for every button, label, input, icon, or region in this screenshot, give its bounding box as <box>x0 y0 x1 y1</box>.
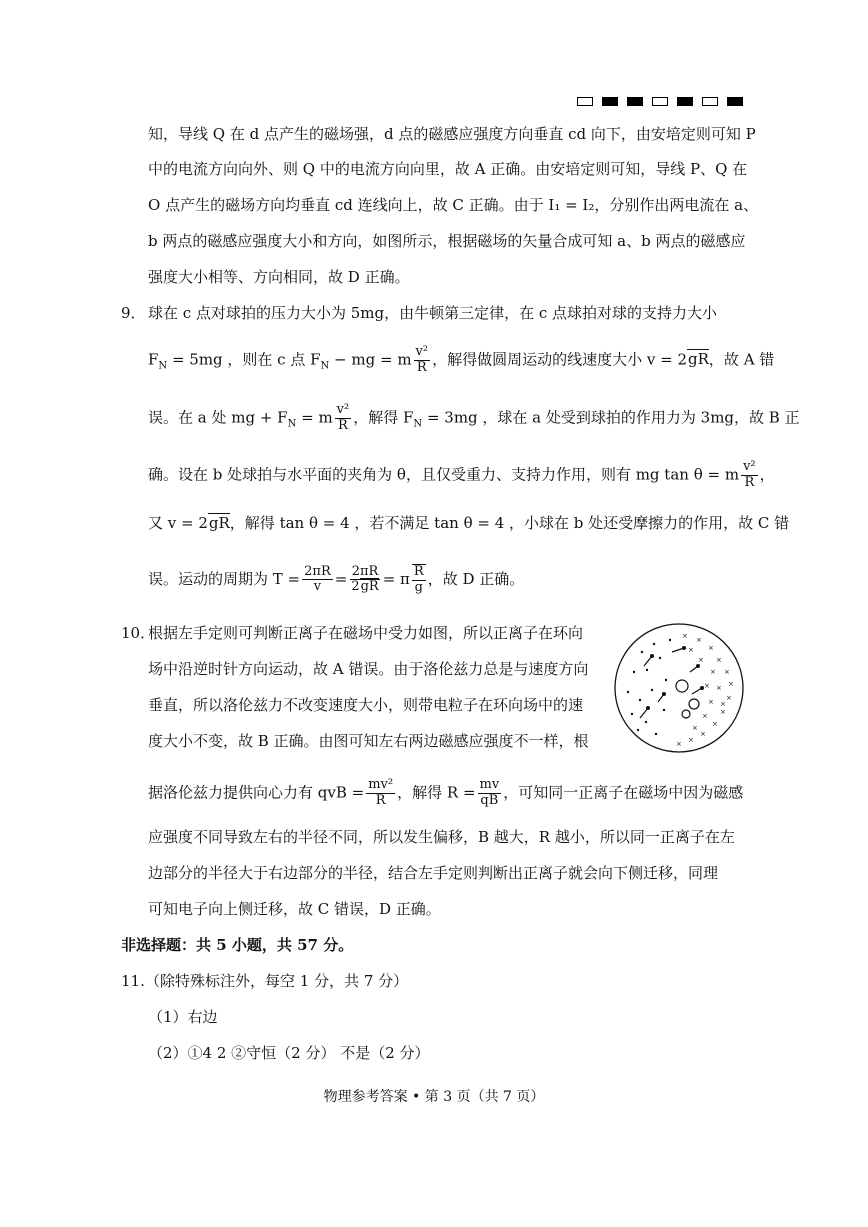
svg-text:×: × <box>696 636 702 644</box>
section-heading: 非选择题：共 5 小题，共 57 分。 <box>121 936 354 954</box>
q9-line-1: 球在 c 点对球拍的压力大小为 5mg，由牛顿第三定律，在 c 点球拍对球的支持力大小 <box>148 304 718 322</box>
q8-line-4: b 两点的磁感应强度大小和方向，如图所示，根据磁场的矢量合成可知 a、b 两点的磁感应 <box>148 232 746 250</box>
sqrt-gR: gR <box>688 350 709 369</box>
svg-text:×: × <box>688 646 694 654</box>
page-marks <box>577 97 743 106</box>
svg-text:×: × <box>700 730 706 738</box>
page-footer: 物理参考答案 • 第 3 页（共 7 页） <box>323 1089 545 1105</box>
svg-text:×: × <box>726 694 732 702</box>
fraction-v2-over-r: $\frac{\text{v²}}{R}$ <box>415 344 429 375</box>
magnetic-field-diagram <box>612 622 746 754</box>
svg-text:×: × <box>698 656 704 664</box>
sqrt-r-over-g: $\frac{R}{g}$ <box>413 564 424 595</box>
q9-line-3: 误。在 a 处 mg + $F_N = m$ $\frac{\text{v²}}{R}$ ，解得 $F_N = 3mg$ ，球在 a 处受到球拍的作用力为 3mg，故 B 正 <box>148 402 800 433</box>
q11-number: 11. <box>121 972 145 990</box>
fraction-2piR-over-2sqrtgR: $\frac{2\pi R}{2gR}$ <box>351 563 379 595</box>
svg-text:×: × <box>710 668 716 676</box>
svg-text:×: × <box>708 644 714 652</box>
q10-line-3: 垂直，所以洛伦兹力不改变速度大小，则带电粒子在环向场中的速 <box>148 696 584 714</box>
svg-text:×: × <box>716 684 722 692</box>
svg-text:×: × <box>708 698 714 706</box>
q9-line-6: 误。运动的周期为 T = $\frac{2\pi R}{v}$ = $\frac{2\pi R}{2gR}$ = π $\frac{R}{g}$ ，故 D 正确。 <box>148 563 525 595</box>
q10-line-8: 可知电子向上侧迁移，故 C 错误，D 正确。 <box>148 900 441 918</box>
q10-line-5: 据洛伦兹力提供向心力有 qvB = $\frac{\text{mv²}}{R}$ ，解得 R = $\frac{mv}{qB}$ ，可知同一正离子在磁场中因为磁感 <box>148 777 744 808</box>
q10-line-1: 根据左手定则可判断正离子在磁场中受力如图，所以正离子在环向 <box>148 624 584 642</box>
svg-text:×: × <box>728 680 734 688</box>
mark-empty <box>652 97 668 106</box>
mark-filled <box>727 97 743 106</box>
svg-text:×: × <box>692 724 698 732</box>
q10-line-2: 场中沿逆时针方向运动，故 A 错误。由于洛伦兹力总是与速度方向 <box>148 660 589 678</box>
q11-line-2: （1）右边 <box>148 1008 218 1026</box>
mark-empty <box>702 97 718 106</box>
q8-line-5: 强度大小相等、方向相同，故 D 正确。 <box>148 268 410 286</box>
q10-line-4: 度大小不变，故 B 正确。由图可知左右两边磁感应强度不一样，根 <box>148 732 589 750</box>
equation-i1-i2: I₁ = I₂ <box>548 196 595 214</box>
svg-text:×: × <box>720 708 726 716</box>
svg-text:×: × <box>724 668 730 676</box>
sqrt-gR: gR <box>208 514 230 532</box>
q10-line-7: 边部分的半径大于右边部分的半径，结合左手定则判断出正离子就会向下侧迁移，同理 <box>148 864 719 882</box>
fraction-2piR-over-v: $\frac{2\pi R}{v}$ <box>304 563 331 595</box>
q10-number: 10． <box>121 624 156 642</box>
mark-filled <box>677 97 693 106</box>
svg-text:×: × <box>712 720 718 728</box>
mark-filled <box>602 97 618 106</box>
svg-text:×: × <box>720 700 726 708</box>
q9-number: 9． <box>121 304 146 322</box>
fraction-mv2-over-r: $\frac{\text{mv²}}{R}$ <box>368 777 394 808</box>
svg-text:×: × <box>676 740 682 748</box>
mark-empty <box>577 97 593 106</box>
fraction-v2-over-r: $\frac{\text{v²}}{R}$ <box>743 459 756 490</box>
fraction-mv-over-qb: $\frac{mv}{qB}$ <box>479 777 500 808</box>
svg-text:×: × <box>682 632 688 640</box>
q9-line-2: $F_N = 5mg$ ，则在 c 点 $F_N$ − mg = m $\frac{\text{v²}}{R}$ ，解得做圆周运动的线速度大小 v = 2gR，故 A 错 <box>148 344 775 375</box>
q9-line-4: 确。设在 b 处球拍与水平面的夹角为 θ，且仅受重力、支持力作用，则有 mg tan θ = m $\frac{\text{v²}}{R}$ ， <box>148 459 775 490</box>
q9-line-5: 又 v = 2gR，解得 tan θ = 4 ，若不满足 tan θ = 4 ，小球在 b 处还受摩擦力的作用，故 C 错 <box>148 514 790 532</box>
fraction-v2-over-r: $\frac{\text{v²}}{R}$ <box>336 402 350 433</box>
q8-line-3: O 点产生的磁场方向均垂直 cd 连线向上，故 C 正确。由于 I₁ = I₂，分别作出两电流在 a、 <box>148 196 759 214</box>
svg-text:×: × <box>702 712 708 720</box>
svg-text:×: × <box>716 656 722 664</box>
svg-text:×: × <box>704 682 710 690</box>
mark-filled <box>627 97 643 106</box>
svg-text:×: × <box>688 736 694 744</box>
q11-line-3: （2）①4 2 ②守恒（2 分） 不是（2 分） <box>148 1044 430 1062</box>
q10-line-6: 应强度不同导致左右的半径不同，所以发生偏移，B 越大，R 越小，所以同一正离子在左 <box>148 828 735 846</box>
q11-line-1: （除特殊标注外，每空 1 分，共 7 分） <box>145 972 409 990</box>
q8-line-2: 中的电流方向向外、则 Q 中的电流方向向里，故 A 正确。由安培定则可知，导线 P、Q 在 <box>148 160 748 178</box>
q8-line-1: 知，导线 Q 在 d 点产生的磁场强，d 点的磁感应强度方向垂直 cd 向下，由安培定则可知 P <box>148 125 756 143</box>
